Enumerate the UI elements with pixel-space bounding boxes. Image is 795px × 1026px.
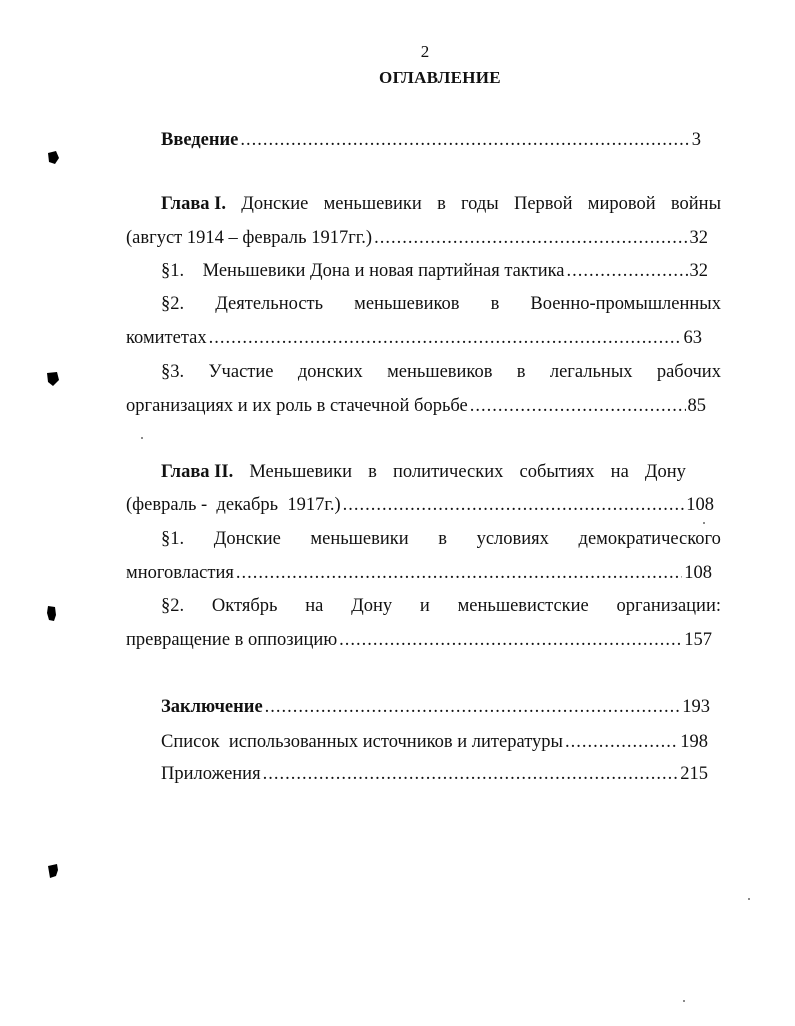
chapter2-heading xyxy=(161,460,686,484)
section-word: Участие xyxy=(208,362,274,382)
scan-speck xyxy=(683,1000,685,1002)
sources-page: 198 xyxy=(680,732,708,752)
section-word: §2. xyxy=(161,596,185,616)
ch2-section2-continuation: превращение в оппозицию xyxy=(126,630,338,650)
chapter2-page: 108 xyxy=(686,495,714,515)
chapter1-page: 32 xyxy=(689,228,708,248)
chapter1-word: меньшевики xyxy=(323,194,422,214)
toc-intro-label: Введение xyxy=(161,130,239,150)
section-word: в xyxy=(438,529,447,549)
leader-dots xyxy=(565,730,678,754)
toc-entry-sources xyxy=(161,730,708,754)
toc-entry-intro xyxy=(161,128,701,152)
section-word: донских xyxy=(297,362,363,382)
leader-dots xyxy=(567,259,688,283)
chapter1-heading xyxy=(161,192,721,216)
leader-dots xyxy=(236,561,682,585)
toc-entry-ch1-section3 xyxy=(126,394,706,418)
chapter1-word: мировой xyxy=(587,194,656,214)
chapter1-word: Донские xyxy=(241,194,309,214)
chapter2-word: событиях xyxy=(519,462,595,482)
toc-entry-ch1-section1 xyxy=(161,259,708,283)
scan-mark xyxy=(44,863,62,881)
ch1-section3-continuation: организациях и их роль в стачечной борьбе xyxy=(126,396,468,416)
appendix-page: 215 xyxy=(680,764,708,784)
section-word: рабочих xyxy=(656,362,721,382)
chapter2-word: в xyxy=(368,462,377,482)
toc-entry-ch2-section1 xyxy=(126,561,712,585)
ch1-section2-continuation: комитетах xyxy=(126,328,207,348)
ch2-section1-page: 108 xyxy=(684,563,712,583)
chapter1-label: Глава I. xyxy=(161,194,227,214)
toc-entry-ch1-section2 xyxy=(126,326,702,350)
section-word: организации: xyxy=(616,596,721,616)
chapter2-word: политических xyxy=(393,462,504,482)
chapter1-subtitle: (август 1914 – февраль 1917гг.) xyxy=(126,228,373,248)
section-word: легальных xyxy=(549,362,633,382)
sources-label: Список использованных источников и литературы xyxy=(161,732,563,752)
section-word: Донские xyxy=(213,529,281,549)
scan-mark xyxy=(44,371,62,387)
conclusion-page: 193 xyxy=(682,697,710,717)
scan-speck xyxy=(141,437,143,439)
chapter2-word: Меньшевики xyxy=(249,462,353,482)
chapter2-word: на xyxy=(610,462,629,482)
section-word: §3. xyxy=(161,362,185,382)
section-word: Дону xyxy=(351,596,393,616)
toc-entry-conclusion xyxy=(161,695,710,719)
toc-entry-ch2-section2 xyxy=(126,628,712,652)
ch2-section1-heading xyxy=(161,527,721,551)
chapter1-word: годы xyxy=(461,194,499,214)
chapter1-word: войны xyxy=(670,194,721,214)
section-word: §2. xyxy=(161,294,185,314)
section-word: на xyxy=(305,596,324,616)
section-word: меньшевиков xyxy=(387,362,493,382)
toc-entry-chapter1 xyxy=(126,226,708,250)
leader-dots xyxy=(209,326,682,350)
section-word: меньшевистские xyxy=(457,596,589,616)
ch1-section1-label: §1. Меньшевики Дона и новая партийная тактика xyxy=(161,261,565,281)
leader-dots xyxy=(374,226,687,250)
ch2-section2-page: 157 xyxy=(684,630,712,650)
toc-entry-chapter2 xyxy=(126,493,714,517)
ch1-section2-page: 63 xyxy=(683,328,702,348)
leader-dots xyxy=(265,695,681,719)
scan-speck xyxy=(748,898,750,900)
scan-speck xyxy=(703,522,705,524)
chapter2-word: Дону xyxy=(644,462,686,482)
ch1-section3-page: 85 xyxy=(687,396,706,416)
section-word: меньшевики xyxy=(310,529,409,549)
section-word: Деятельность xyxy=(215,294,324,314)
chapter1-word: Первой xyxy=(513,194,573,214)
leader-dots xyxy=(263,762,679,786)
section-word: в xyxy=(490,294,500,314)
ch1-section1-page: 32 xyxy=(689,261,708,281)
conclusion-label: Заключение xyxy=(161,697,263,717)
scan-mark xyxy=(44,150,62,166)
section-word: демократического xyxy=(578,529,721,549)
section-word: Военно-промышленных xyxy=(530,294,721,314)
chapter1-word: в xyxy=(437,194,446,214)
ch2-section2-heading xyxy=(161,594,721,618)
chapter2-label: Глава II. xyxy=(161,462,234,482)
leader-dots xyxy=(470,394,686,418)
appendix-label: Приложения xyxy=(161,764,261,784)
page-title: ОГЛАВЛЕНИЕ xyxy=(379,68,501,87)
scan-mark xyxy=(43,605,61,623)
leader-dots xyxy=(339,628,682,652)
section-word: §1. xyxy=(161,529,185,549)
toc-entry-appendix xyxy=(161,762,708,786)
chapter2-subtitle: (февраль - декабрь 1917г.) xyxy=(126,495,341,515)
toc-intro-page: 3 xyxy=(691,130,701,150)
section-word: условиях xyxy=(476,529,549,549)
ch1-section3-heading xyxy=(161,360,721,384)
section-word: Октябрь xyxy=(211,596,278,616)
section-word: меньшевиков xyxy=(354,294,460,314)
leader-dots xyxy=(240,128,689,152)
ch1-section2-heading xyxy=(161,292,721,316)
page-number: 2 xyxy=(420,42,430,61)
leader-dots xyxy=(343,493,685,517)
ch2-section1-continuation: многовластия xyxy=(126,563,234,583)
section-word: в xyxy=(516,362,526,382)
section-word: и xyxy=(419,596,430,616)
